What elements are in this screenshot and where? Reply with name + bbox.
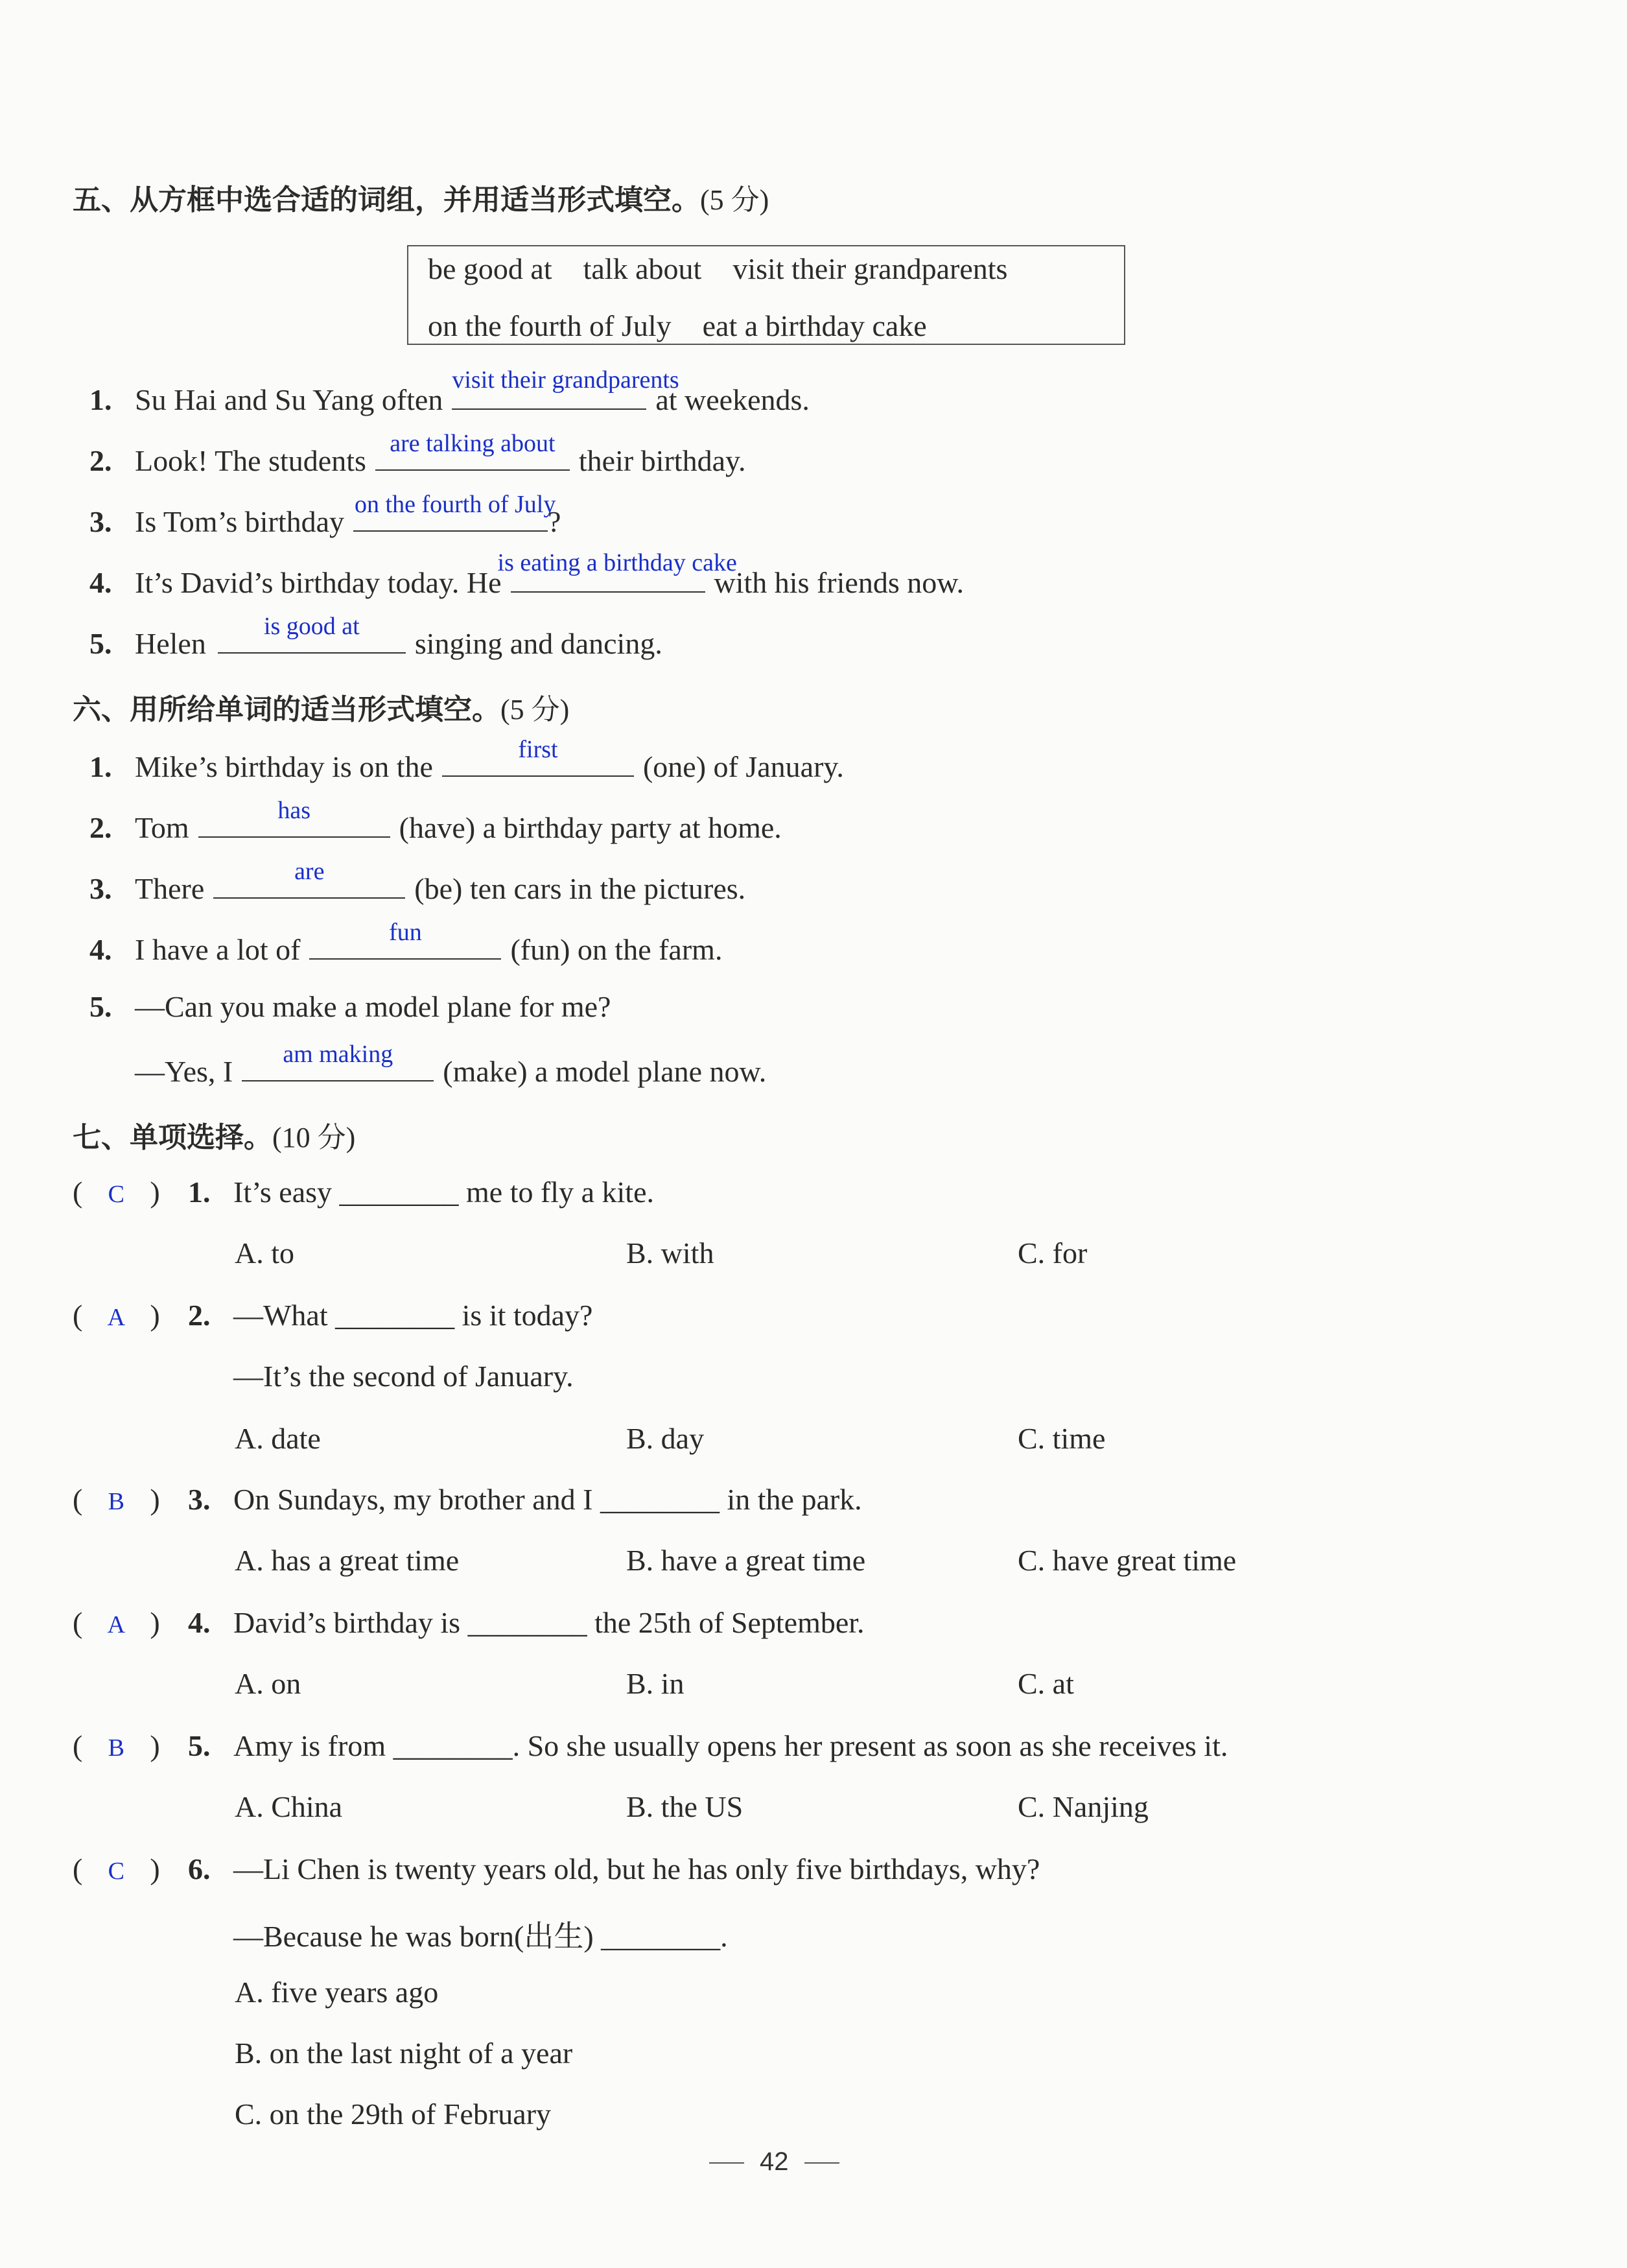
item-text: I have a lot of (135, 933, 301, 966)
item-number: 5. (89, 990, 112, 1023)
s6-item-3 (89, 858, 746, 906)
option-c: C. for (1018, 1236, 1088, 1270)
answer-blank[interactable] (353, 491, 556, 532)
answer-blank[interactable] (375, 430, 570, 471)
answer-blank[interactable] (218, 613, 406, 654)
question-text: —Li Chen is twenty years old, but he has only five birthdays, why? (233, 1852, 1040, 1885)
option-b: B. in (626, 1667, 685, 1700)
answer-bracket[interactable]: ( A ) (73, 1606, 160, 1639)
item-text: There (135, 872, 205, 905)
option-c: C. at (1018, 1667, 1074, 1700)
option-a: A. date (235, 1422, 321, 1455)
answer-bracket[interactable]: ( C ) (73, 1175, 160, 1209)
handwritten-choice: A (107, 1611, 126, 1638)
item-text: (fun) on the farm. (510, 933, 723, 966)
option-a: A. on (235, 1667, 301, 1700)
item-text: —Can you make a model plane for me? (135, 990, 611, 1023)
word-option: visit their grandparents (732, 252, 1008, 285)
section-6-points: (5 分) (500, 694, 570, 726)
section-5-title-text: 五、从方框中选合适的词组，并用适当形式填空。 (73, 183, 700, 217)
question-text: On Sundays, my brother and I ________ in the park. (233, 1483, 862, 1516)
handwritten-answer: are (294, 858, 325, 885)
answer-blank[interactable] (442, 736, 634, 777)
s5-item-1 (89, 366, 810, 417)
question-number: 5. (188, 1729, 211, 1762)
item-text: with his friends now. (714, 566, 964, 599)
option-c: C. Nanjing (1018, 1790, 1149, 1823)
handwritten-answer: is eating a birthday cake (497, 549, 737, 576)
item-text: ? (548, 505, 561, 538)
item-number: 4. (89, 566, 112, 599)
answer-blank[interactable] (309, 919, 501, 960)
item-text: (have) a birthday party at home. (399, 811, 782, 844)
question-number: 2. (188, 1299, 211, 1332)
section-7-points: (10 分) (272, 1122, 356, 1153)
item-number: 5. (89, 627, 112, 660)
s6-item-5-reply (135, 1041, 767, 1089)
item-text: Su Hai and Su Yang often (135, 383, 443, 416)
s6-item-5 (89, 989, 611, 1024)
option-a: A. five years ago (235, 1976, 439, 2009)
dash-right (804, 2162, 839, 2164)
item-number: 2. (89, 444, 112, 477)
question-text: Amy is from ________. So she usually opens her present as soon as she receives it. (233, 1729, 1228, 1762)
dash-left (709, 2162, 744, 2164)
item-text: (make) a model plane now. (443, 1055, 767, 1088)
section-7-title-text: 七、单项选择。 (73, 1121, 272, 1154)
question-text: David’s birthday is ________ the 25th of September. (233, 1606, 865, 1639)
option-b: B. day (626, 1422, 705, 1455)
item-text: Is Tom’s birthday (135, 505, 345, 538)
word-option: on the fourth of July (428, 309, 672, 342)
section-5-title (73, 176, 769, 218)
option-c: C. on the 29th of February (235, 2097, 552, 2131)
word-box (407, 245, 1125, 345)
handwritten-answer: am making (283, 1041, 393, 1068)
question-text: —What ________ is it today? (233, 1299, 593, 1332)
item-text: their birthday. (578, 444, 746, 477)
section-6-title-text: 六、用所给单词的适当形式填空。 (73, 693, 500, 726)
section-6-title (73, 686, 569, 727)
option-a: A. to (235, 1236, 294, 1270)
s5-item-4 (89, 549, 964, 600)
item-text: Helen (135, 627, 206, 660)
question-text: —Because he was born(出生) ________. (233, 1920, 728, 1953)
page-number-text: 42 (760, 2147, 789, 2176)
option-a: A. China (235, 1790, 343, 1823)
handwritten-answer: are talking about (390, 430, 556, 457)
word-option: eat a birthday cake (702, 309, 927, 342)
question-text: It’s easy ________ me to fly a kite. (233, 1175, 654, 1209)
s5-item-2 (89, 430, 746, 478)
option-c: C. have great time (1018, 1544, 1237, 1577)
handwritten-choice: A (107, 1304, 126, 1331)
item-text: —Yes, I (135, 1055, 233, 1088)
item-number: 1. (89, 750, 112, 783)
item-number: 1. (89, 383, 112, 416)
answer-bracket[interactable]: ( B ) (73, 1483, 160, 1516)
s6-item-2 (89, 797, 782, 845)
handwritten-answer: fun (389, 919, 422, 946)
s6-item-1 (89, 736, 844, 784)
word-option: talk about (583, 252, 702, 285)
answer-blank[interactable] (452, 366, 679, 410)
section-7-title (73, 1114, 355, 1155)
question-text: —It’s the second of January. (233, 1360, 574, 1393)
option-b: B. the US (626, 1790, 743, 1823)
option-c: C. time (1018, 1422, 1106, 1455)
item-text: Mike’s birthday is on the (135, 750, 433, 783)
s5-item-3 (89, 491, 561, 539)
handwritten-answer: has (277, 797, 310, 824)
s6-item-4 (89, 919, 723, 967)
item-text: singing and dancing. (414, 627, 662, 660)
handwritten-answer: on the fourth of July (355, 491, 556, 518)
handwritten-choice: C (108, 1181, 124, 1208)
handwritten-answer: first (518, 736, 558, 763)
handwritten-answer: is good at (263, 613, 360, 640)
word-option: be good at (428, 252, 552, 285)
page-number (694, 2147, 855, 2177)
item-text: (be) ten cars in the pictures. (414, 872, 746, 905)
item-text: Tom (135, 811, 189, 844)
answer-bracket[interactable]: ( B ) (73, 1729, 160, 1762)
item-text: It’s David’s birthday today. He (135, 566, 502, 599)
handwritten-choice: B (108, 1734, 124, 1762)
handwritten-choice: B (108, 1488, 124, 1515)
item-number: 3. (89, 872, 112, 905)
s5-item-5 (89, 613, 662, 661)
option-b: B. on the last night of a year (235, 2037, 573, 2070)
section-5-points: (5 分) (700, 184, 769, 216)
answer-blank[interactable] (242, 1041, 434, 1081)
item-number: 4. (89, 933, 112, 966)
handwritten-answer: visit their grandparents (452, 366, 679, 394)
item-number: 2. (89, 811, 112, 844)
item-text: at weekends. (655, 383, 810, 416)
handwritten-choice: C (108, 1858, 124, 1885)
option-b: B. have a great time (626, 1544, 866, 1577)
option-b: B. with (626, 1236, 714, 1270)
item-text: (one) of January. (642, 750, 844, 783)
question-number: 4. (188, 1606, 211, 1639)
answer-blank[interactable] (213, 858, 405, 899)
item-text: Look! The students (135, 444, 366, 477)
question-number: 3. (188, 1483, 211, 1516)
item-number: 3. (89, 505, 112, 538)
option-a: A. has a great time (235, 1544, 460, 1577)
answer-bracket[interactable]: ( A ) (73, 1299, 160, 1332)
question-number: 6. (188, 1852, 211, 1885)
answer-bracket[interactable]: ( C ) (73, 1852, 160, 1885)
answer-blank[interactable] (497, 549, 737, 593)
answer-blank[interactable] (198, 797, 390, 838)
question-number: 1. (188, 1175, 211, 1209)
